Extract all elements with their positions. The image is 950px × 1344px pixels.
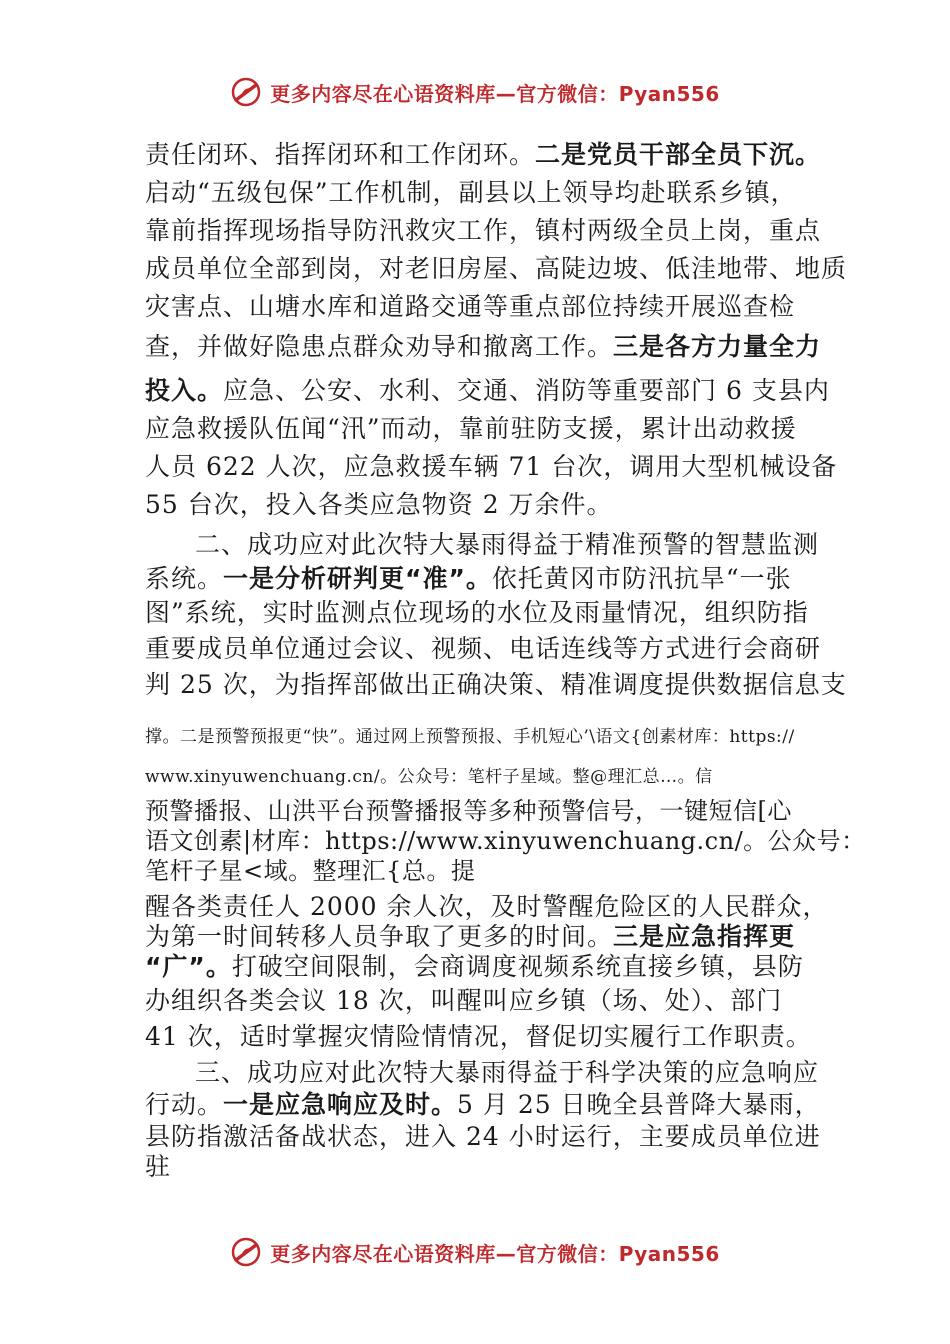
watermark-text-line: www.xinyuwenchuang.cn/。公众号：笔杆子星域。整@理汇总…。信 (145, 767, 713, 787)
text-line: 人员 622 人次，应急救援车辆 71 台次，调用大型机械设备 (145, 452, 838, 481)
text-line: 靠前指挥现场指导防汛救灾工作，镇村两级全员上岗，重点 (145, 216, 822, 245)
text-line: “广”。打破空间限制，会商调度视频系统直接乡镇，县防 (145, 952, 804, 981)
text-line: 预警播报、山洪平台预警播报等多种预警信号，一键短信[心 (145, 797, 792, 825)
text-line: 灾害点、山塘水库和道路交通等重点部位持续开展巡查检 (145, 292, 796, 321)
section-heading-line: 三、成功应对此次特大暴雨得益于科学决策的应急响应 (195, 1058, 820, 1087)
seal-logo-icon (230, 1236, 262, 1268)
text-line: 为第一时间转移人员争取了更多的时间。三是应急指挥更 (145, 922, 796, 951)
text-line: 语文创素|材库：https://www.xinyuwenchuang.cn/。公众号： (145, 827, 866, 855)
text-line: 成员单位全部到岗，对老旧房屋、高陡边坡、低洼地带、地质 (145, 254, 848, 283)
text-line: 系统。一是分析研判更“准”。依托黄冈市防汛抗旱“一张 (145, 564, 792, 593)
footer-banner (0, 1232, 950, 1272)
banner-text: 更多内容尽在心语资料库—官方微信：Pyan556 (270, 81, 720, 106)
text-line: 应急救援队伍闻“汛”而动，靠前驻防支援，累计出动救援 (145, 414, 797, 443)
text-line: 驻 (145, 1152, 172, 1181)
banner-text: 更多内容尽在心语资料库—官方微信：Pyan556 (270, 1241, 720, 1266)
text-line: 责任闭环、指挥闭环和工作闭环。二是党员干部全员下沉。 (145, 140, 822, 169)
text-line: 启动“五级包保”工作机制，副县以上领导均赴联系乡镇， (145, 178, 797, 207)
text-line: 县防指激活备战状态，进入 24 小时运行，主要成员单位进 (145, 1122, 821, 1151)
text-line: 笔杆子星<域。整理汇{总。提 (145, 857, 476, 885)
section-heading-line: 二、成功应对此次特大暴雨得益于精准预警的智慧监测 (195, 530, 820, 559)
text-line: 投入。应急、公安、水利、交通、消防等重要部门 6 支县内 (145, 376, 830, 405)
text-line: 41 次，适时掌握灾情险情情况，督促切实履行工作职责。 (145, 1022, 812, 1051)
seal-logo-icon (230, 76, 262, 108)
text-line: 行动。一是应急响应及时。5 月 25 日晚全县普降大暴雨， (145, 1090, 821, 1119)
watermark-text-line: 撑。二是预警预报更“快”。通过网上预警预报、手机短心’\语文{创素材库：https:// (145, 727, 795, 747)
text-line: 办组织各类会议 18 次，叫醒叫应乡镇（场、处）、部门 (145, 986, 783, 1015)
header-banner (0, 72, 950, 112)
text-line: 查，并做好隐患点群众劝导和撤离工作。三是各方力量全力 (145, 332, 822, 361)
text-line: 重要成员单位通过会议、视频、电话连线等方式进行会商研 (145, 634, 822, 663)
text-line: 图”系统，实时监测点位现场的水位及雨量情况，组织防指 (145, 598, 809, 627)
text-line: 判 25 次，为指挥部做出正确决策、精准调度提供数据信息支 (145, 670, 847, 699)
text-line: 醒各类责任人 2000 余人次，及时警醒危险区的人民群众， (145, 892, 829, 921)
text-line: 55 台次，投入各类应急物资 2 万余件。 (145, 490, 613, 519)
